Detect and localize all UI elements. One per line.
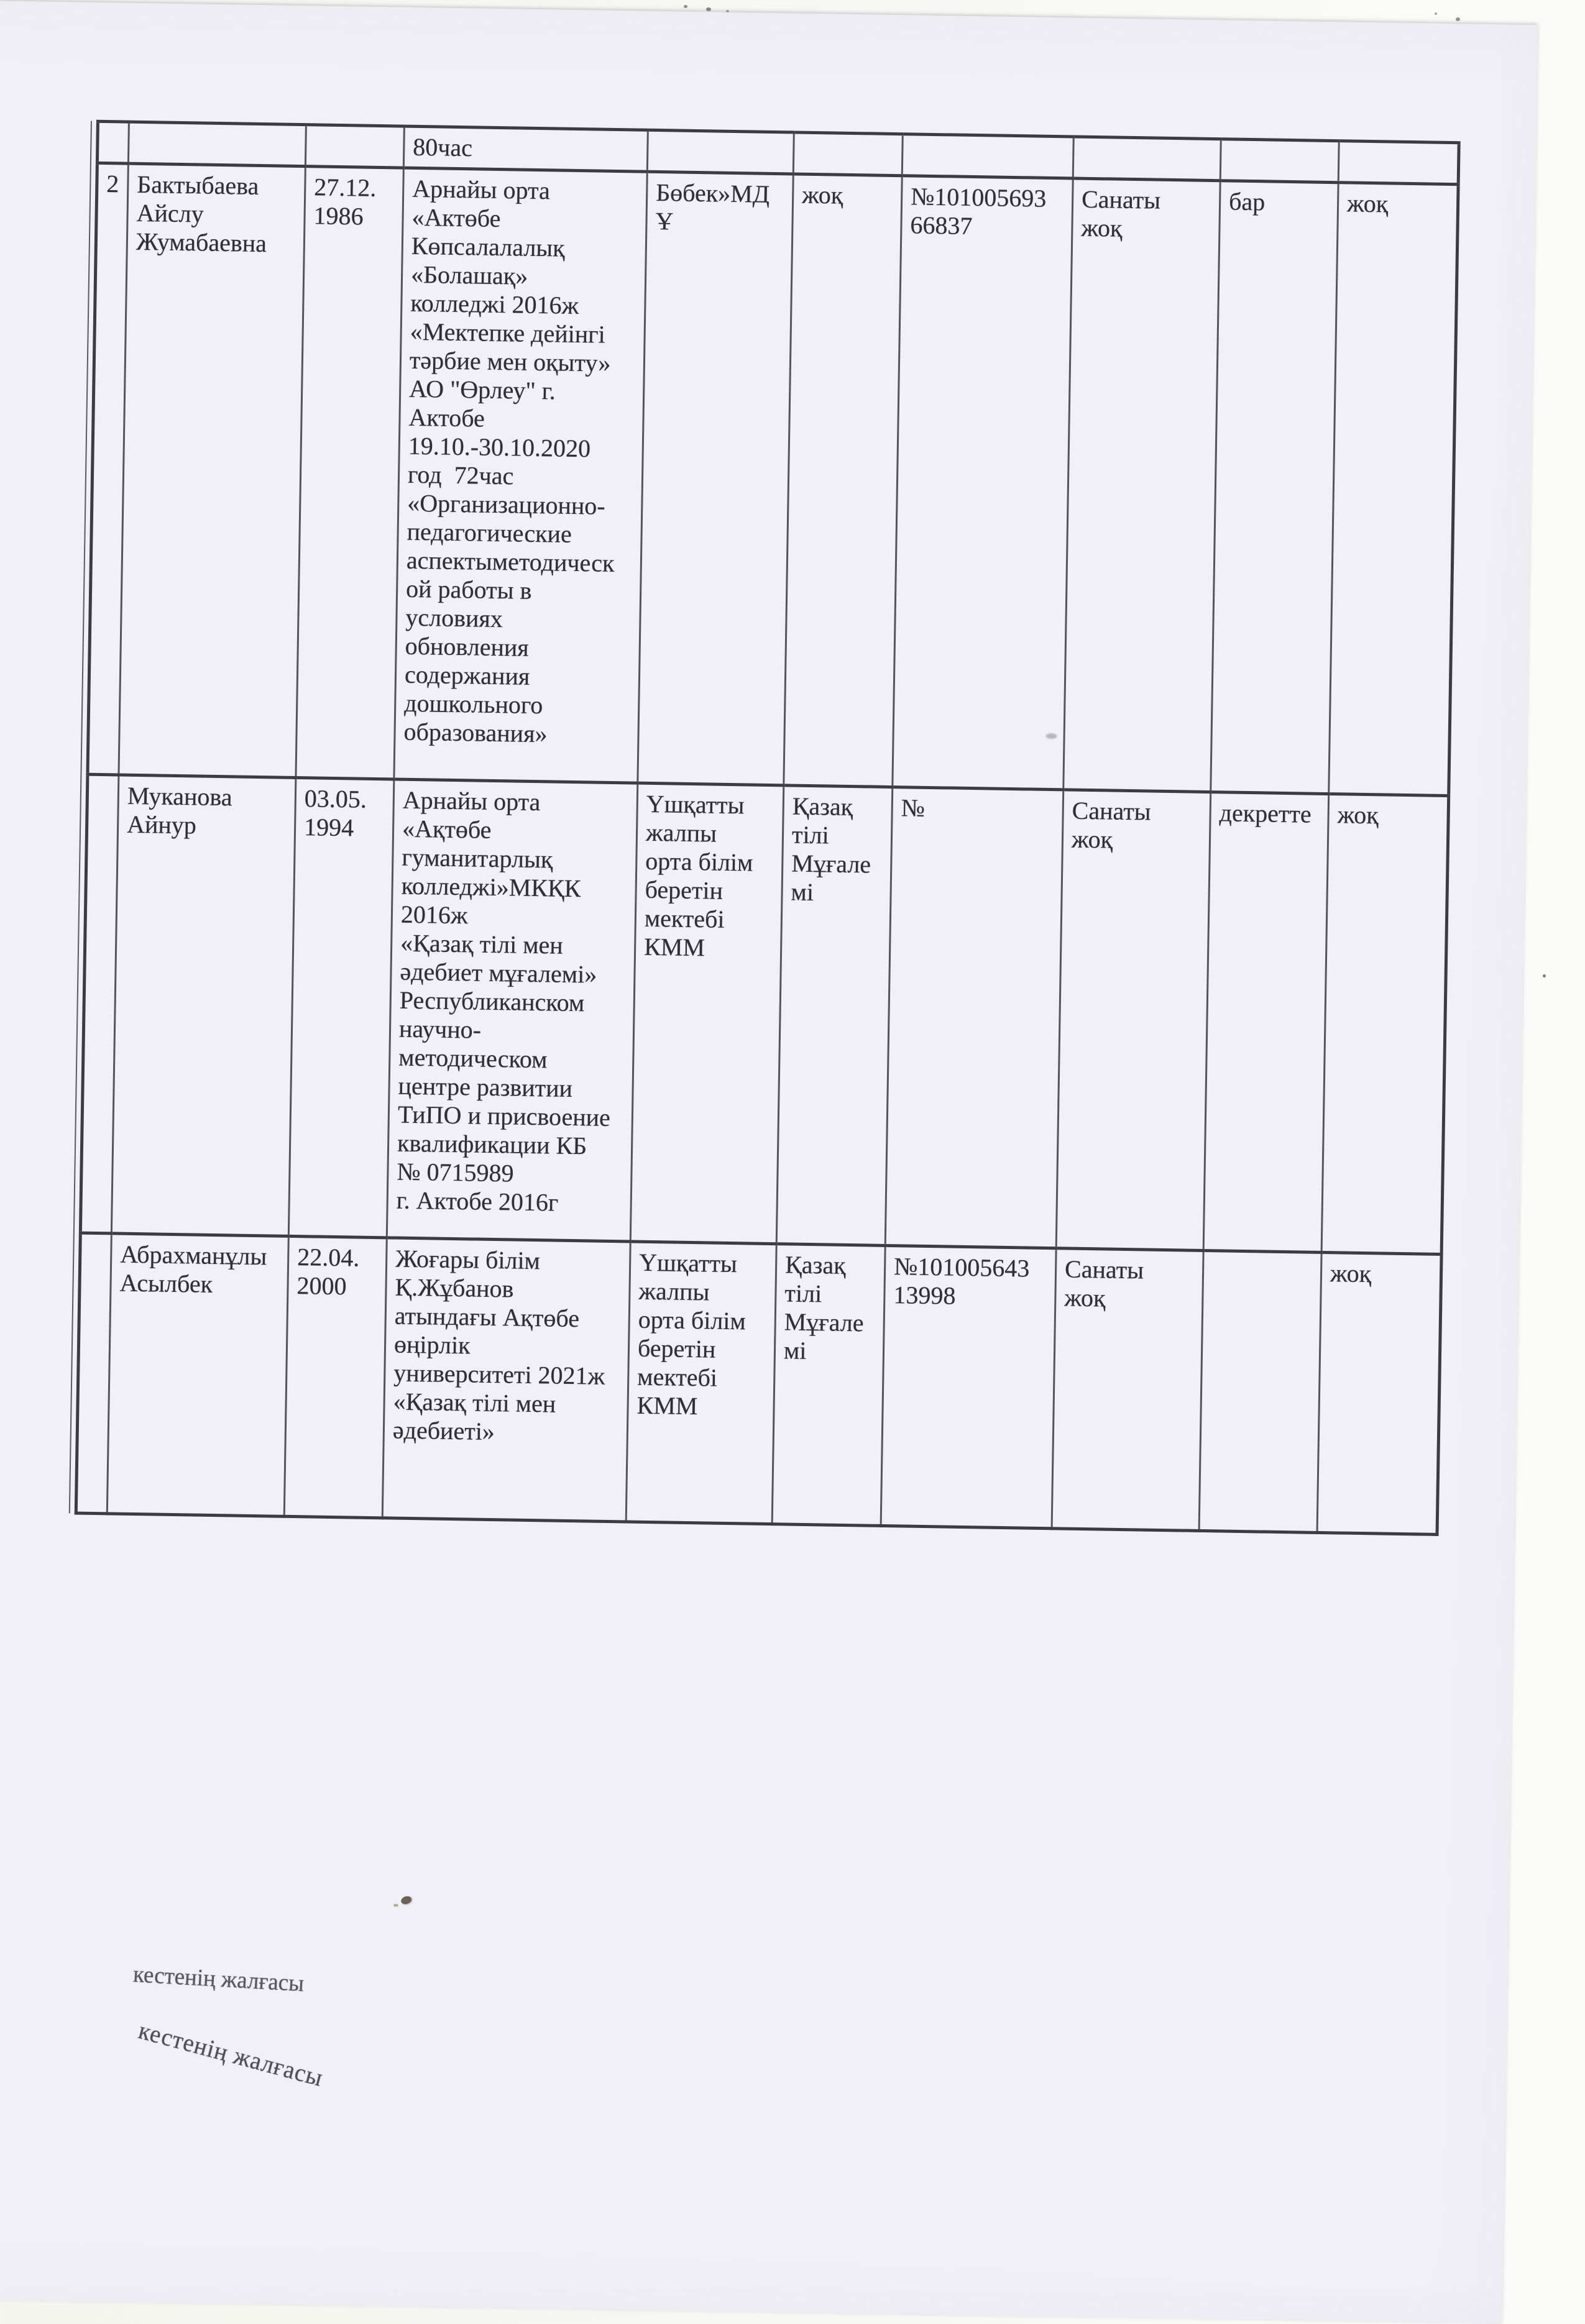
note-cell: жоқ xyxy=(1317,1252,1441,1534)
workplace-cell: Үшқатты жалпы орта білім беретін мектебі КММ xyxy=(630,783,784,1244)
scan-speck xyxy=(1543,974,1546,977)
name-cell: Муканова Айнур xyxy=(111,775,296,1236)
scan-speck xyxy=(400,1895,413,1906)
category-cell xyxy=(1073,137,1221,181)
category-cell: Санаты жоқ xyxy=(1056,790,1211,1251)
num-cell: 2 xyxy=(88,163,128,775)
note-cell: жоқ xyxy=(1321,794,1449,1255)
num-cell xyxy=(97,121,129,163)
birth-date-cell: 27.12. 1986 xyxy=(296,167,403,779)
subject-cell xyxy=(793,132,903,176)
scan-speck xyxy=(706,7,711,11)
subject-cell: Қазақ тілі Мұғале мі xyxy=(776,785,893,1246)
certificate-cell: № xyxy=(885,787,1064,1248)
name-cell: Абрахманұлы Асылбек xyxy=(107,1233,288,1516)
education-cell: 80час xyxy=(403,126,648,172)
certificate-cell: №101005643 13998 xyxy=(881,1245,1056,1528)
table-continuation-note-1: кестенің жалғасы xyxy=(132,1961,305,1997)
subject-cell: жоқ xyxy=(784,174,902,787)
certificate-cell xyxy=(902,134,1073,178)
category-cell: Санаты жоқ xyxy=(1064,178,1220,792)
scan-speck xyxy=(726,10,729,12)
name-cell xyxy=(128,122,306,166)
workplace-cell: Үшқатты жалпы орта білім беретін мектебі КММ xyxy=(626,1242,776,1524)
status-cell: бар xyxy=(1211,181,1338,794)
teachers-table xyxy=(75,120,1461,1536)
education-cell: Арнайы орта «Актөбе Көпсалалалық «Болашақ» колледжі 2016ж «Мектепке дейінгі тәрбие мен оқыту» АО "Өрлеу" г. Актобе 19.10.-30.10.2020 год 72час «Организационно- педагогические аспектыметодическ ой работы в условиях обновления содержания дошкольного образования» xyxy=(394,168,647,783)
status-cell xyxy=(1220,139,1339,183)
education-cell: Жоғары білім Қ.Жұбанов атындағы Ақтөбе өңірлік университеті 2021ж «Қазақ тілі мен әдебиеті» xyxy=(382,1238,630,1522)
name-cell: Бактыбаева Айслу Жумабаевна xyxy=(119,163,305,777)
note-cell: жоқ xyxy=(1329,183,1458,796)
subject-cell: Қазақ тілі Мұғале мі xyxy=(772,1244,885,1526)
certificate-cell: №101005693 66837 xyxy=(893,176,1073,790)
scan-speck xyxy=(684,5,687,8)
teacher-row xyxy=(80,774,1448,1254)
birth-date-cell xyxy=(305,125,404,168)
status-cell xyxy=(1199,1250,1321,1532)
birth-date-cell: 03.05. 1994 xyxy=(288,777,394,1237)
workplace-cell: Бөбек»МД Ұ xyxy=(638,172,793,785)
table-continuation-note-2: кестенің жалғасы xyxy=(136,2016,326,2092)
birth-date-cell: 22.04. 2000 xyxy=(284,1236,387,1517)
category-cell: Санаты жоқ xyxy=(1052,1248,1203,1531)
scan-speck xyxy=(1456,17,1460,21)
workplace-cell xyxy=(647,130,794,174)
scan-speck xyxy=(1046,733,1057,739)
status-cell: декретте xyxy=(1203,792,1329,1253)
note-cell xyxy=(1338,141,1459,185)
num-cell xyxy=(76,1233,111,1514)
teacher-row xyxy=(76,1233,1441,1534)
teacher-row xyxy=(88,163,1458,795)
scan-speck xyxy=(1435,12,1437,15)
teachers-table-wrap xyxy=(75,120,1461,1536)
education-cell: Арнайы орта «Ақтөбе гуманитарлық колледжі»МКҚК 2016ж «Қазақ тілі мен әдебиет мұғалемі» Республиканском научно- методическом центре развитии ТиПО и присвоение квалификации КБ № 0715989 г. Актобе 2016г xyxy=(387,779,638,1242)
scan-speck xyxy=(393,1904,398,1907)
